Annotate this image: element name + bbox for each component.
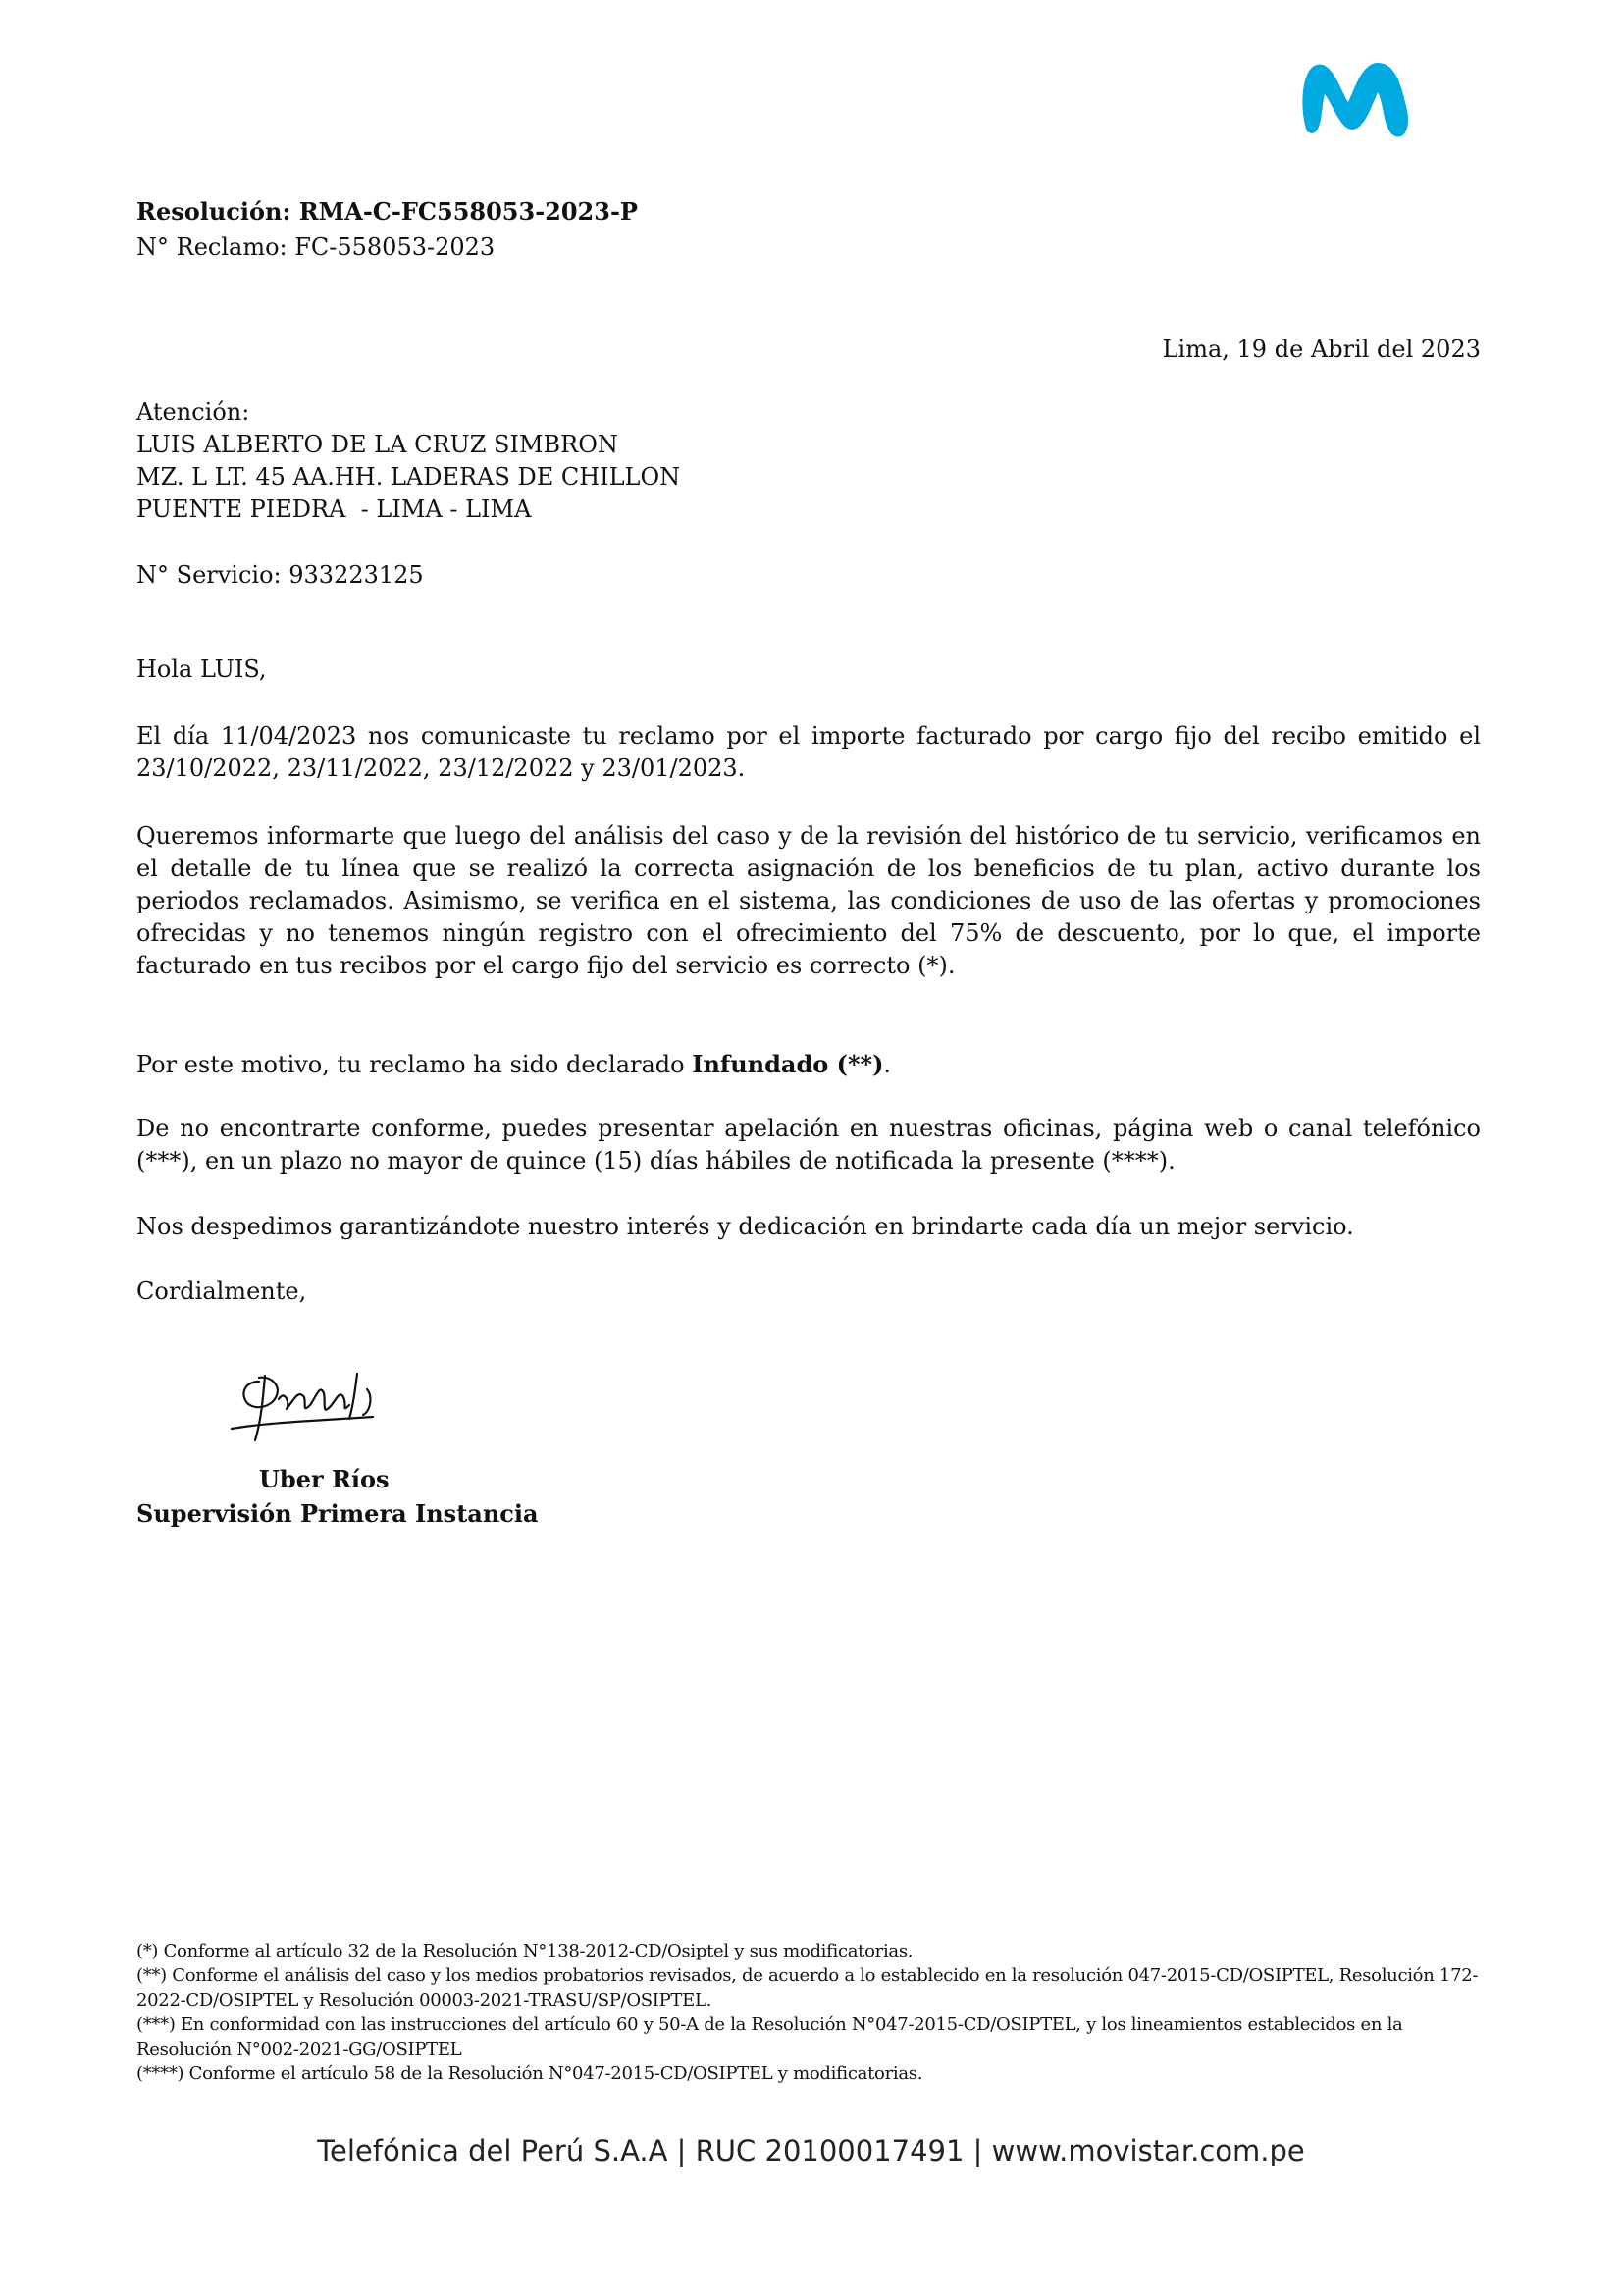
- recipient-address-line2: PUENTE PIEDRA - LIMA - LIMA: [136, 496, 532, 523]
- letter-header: [136, 194, 638, 265]
- paragraph-farewell: Nos despedimos garantizándote nuestro interés y dedicación en brindarte cada día un mejor servicio.: [136, 1213, 1354, 1240]
- footnotes: [136, 1939, 1483, 2086]
- paragraph-verdict: [136, 1048, 1481, 1081]
- attention-label: Atención:: [136, 398, 250, 426]
- letter-date: Lima, 19 de Abril del 2023: [1162, 336, 1481, 363]
- paragraph-claim: El día 11/04/2023 nos comunicaste tu reclamo por el importe facturado por cargo fijo del recibo emitido el 23/10/2022, 23/11/2022, 23/12/2022 y 23/01/2023.: [136, 722, 1481, 782]
- signer-title: Supervisión Primera Instancia: [136, 1499, 539, 1528]
- recipient-address-line1: MZ. L LT. 45 AA.HH. LADERAS DE CHILLON: [136, 463, 681, 491]
- verdict-suffix: .: [883, 1051, 892, 1078]
- footnote-4: (****) Conforme el artículo 58 de la Resolución N°047-2015-CD/OSIPTEL y modificatorias.: [136, 2063, 923, 2084]
- verdict-value: Infundado (**): [692, 1050, 884, 1078]
- service-number: N° Servicio: 933223125: [136, 561, 424, 589]
- resolution-number: Resolución: RMA-C-FC558053-2023-P: [136, 197, 638, 226]
- closing: Cordialmente,: [136, 1278, 307, 1305]
- company-footer: Telefónica del Perú S.A.A | RUC 20100017491 | www.movistar.com.pe: [317, 2134, 1305, 2167]
- signer-block: [136, 1462, 539, 1531]
- movistar-logo-icon: [1293, 51, 1421, 149]
- signer-name: Uber Ríos: [259, 1465, 390, 1493]
- movistar-m-shape: [1302, 63, 1408, 137]
- claim-number: N° Reclamo: FC-558053-2023: [136, 234, 496, 261]
- paragraph-analysis: Queremos informarte que luego del análisis del caso y de la revisión del histórico de tu servicio, verificamos en el detalle de tu línea que se realizó la correcta asignación de los beneficios de tu plan, activo durante los periodos reclamados. Asimismo, se verifica en el sistema, las condiciones de uso de las ofertas y promociones ofrecidas y no tenemos ningún registro con el ofrecimiento del 75% de descuento, por lo que, el importe facturado en tus recibos por el cargo fijo del servicio es correcto (*).: [136, 822, 1481, 979]
- verdict-prefix: Por este motivo, tu reclamo ha sido declarado: [136, 1051, 693, 1078]
- recipient-name: LUIS ALBERTO DE LA CRUZ SIMBRON: [136, 431, 618, 458]
- footnote-2: (**) Conforme el análisis del caso y los medios probatorios revisados, de acuerdo a lo establecido en la resolución 047-2015-CD/OSIPTEL, Resolución 172-2022-CD/OSIPTEL y Resolución 00003-2021-TRASU/SP/OSIPTEL.: [136, 1965, 1479, 2010]
- footnote-1: (*) Conforme al artículo 32 de la Resolución N°138-2012-CD/Osiptel y sus modificatorias.: [136, 1941, 914, 1961]
- handwritten-signature-icon: [226, 1360, 392, 1448]
- footnote-3: (***) En conformidad con las instrucciones del artículo 60 y 50-A de la Resolución N°047-2015-CD/OSIPTEL, y los lineamientos establecidos en la Resolución N°002-2021-GG/OSIPTEL: [136, 2014, 1403, 2060]
- greeting: Hola LUIS,: [136, 655, 267, 683]
- paragraph-appeal: De no encontrarte conforme, puedes presentar apelación en nuestras oficinas, página web o canal telefónico (***), en un plazo no mayor de quince (15) días hábiles de notificada la presente (****).: [136, 1115, 1481, 1174]
- recipient-block: [136, 396, 680, 526]
